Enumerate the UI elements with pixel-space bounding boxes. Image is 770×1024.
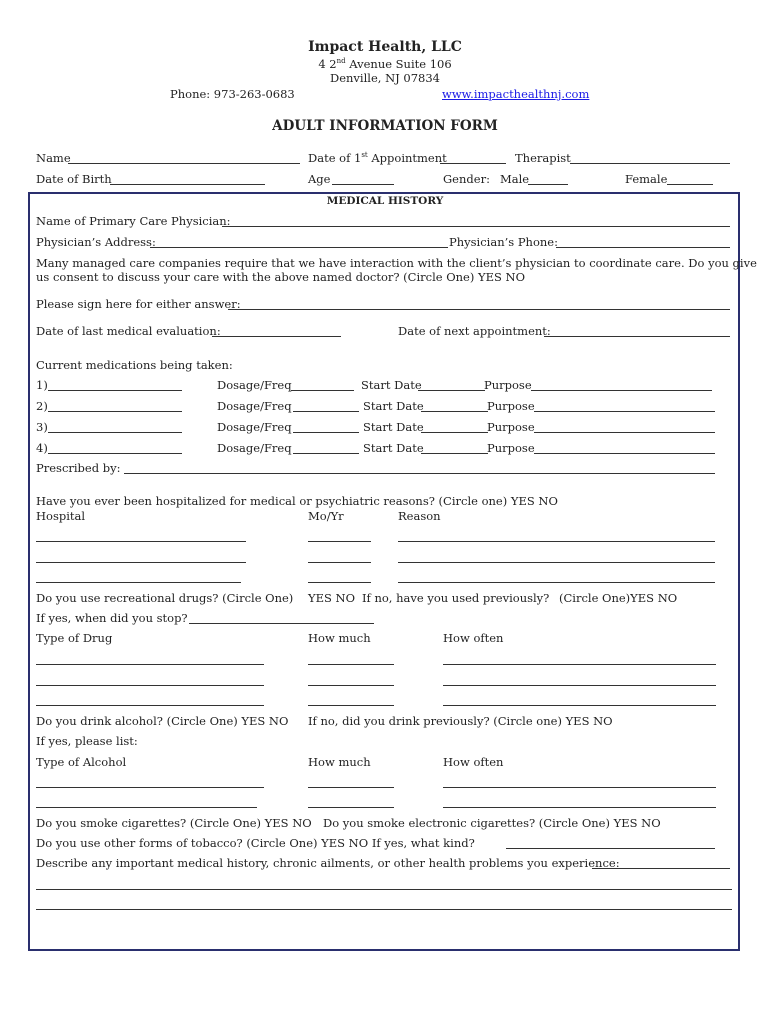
- drugs-stop-label: If yes, when did you stop?: [36, 611, 188, 625]
- drug-how-often-column-header: How often: [443, 631, 504, 645]
- alcohol-how-often-field[interactable]: [443, 807, 716, 808]
- company-website-link[interactable]: www.impacthealthnj.com: [442, 87, 590, 101]
- drugs-yes-no[interactable]: YES NO: [308, 591, 356, 605]
- alcohol-list-label: If yes, please list:: [36, 734, 138, 748]
- med-dosage-field[interactable]: [291, 390, 354, 391]
- physician-phone-label: Physician’s Phone:: [449, 235, 558, 249]
- hospital-field[interactable]: [36, 541, 246, 542]
- med-start-label: Start Date: [363, 441, 424, 455]
- med-start-label: Start Date: [363, 420, 424, 434]
- age-field[interactable]: [332, 184, 394, 185]
- other-tobacco-question[interactable]: Do you use other forms of tobacco? (Circle One) YES NO If yes, what kind?: [36, 836, 475, 850]
- alcohol-question[interactable]: Do you drink alcohol? (Circle One) YES NO: [36, 714, 289, 728]
- med-dosage-label: Dosage/Freq: [217, 399, 292, 413]
- drug-type-field[interactable]: [36, 705, 264, 706]
- female-field[interactable]: [667, 184, 713, 185]
- drugs-previous-question: If no, have you used previously?: [362, 591, 550, 605]
- physician-phone-field[interactable]: [556, 247, 730, 248]
- med-dosage-field[interactable]: [293, 453, 359, 454]
- alcohol-how-much-column-header: How much: [308, 755, 371, 769]
- alcohol-type-column-header: Type of Alcohol: [36, 755, 127, 769]
- drugs-question: Do you use recreational drugs? (Circle One): [36, 591, 294, 605]
- gender-label: Gender:: [443, 172, 490, 186]
- prescribed-by-label: Prescribed by:: [36, 461, 121, 475]
- med-dosage-field[interactable]: [293, 432, 359, 433]
- company-phone: Phone: 973-263-0683: [170, 87, 295, 101]
- pcp-label: Name of Primary Care Physician:: [36, 214, 231, 228]
- company-city: Denville, NJ 07834: [330, 71, 440, 85]
- med-dosage-label: Dosage/Freq: [217, 420, 292, 434]
- hospitalized-question: Have you ever been hospitalized for medical or psychiatric reasons? (Circle one) YES NO: [36, 494, 558, 508]
- moyr-field[interactable]: [308, 562, 371, 563]
- therapist-label: Therapist: [515, 151, 571, 165]
- drug-how-much-field[interactable]: [308, 664, 394, 665]
- form-title: ADULT INFORMATION FORM: [272, 118, 498, 134]
- drugs-stop-field[interactable]: [189, 623, 374, 624]
- reason-field[interactable]: [398, 582, 715, 583]
- drug-how-often-field[interactable]: [443, 705, 716, 706]
- med-start-field[interactable]: [421, 432, 488, 433]
- med-num: 1): [36, 378, 48, 392]
- med-purpose-label: Purpose: [487, 399, 535, 413]
- prescribed-by-field[interactable]: [124, 473, 715, 474]
- med-dosage-field[interactable]: [293, 411, 359, 412]
- med-purpose-label: Purpose: [484, 378, 532, 392]
- consent-text-line1: Many managed care companies require that we have interaction with the client’s physician to coordinate care. Do you give: [36, 256, 757, 270]
- hospital-column-header: Hospital: [36, 509, 86, 523]
- med-purpose-label: Purpose: [487, 420, 535, 434]
- first-appointment-field[interactable]: [440, 163, 506, 164]
- med-purpose-field[interactable]: [534, 453, 715, 454]
- reason-column-header: Reason: [398, 509, 441, 523]
- reason-field[interactable]: [398, 562, 715, 563]
- drug-type-field[interactable]: [36, 685, 264, 686]
- current-meds-label: Current medications being taken:: [36, 358, 233, 372]
- male-field[interactable]: [528, 184, 568, 185]
- describe-history-line[interactable]: [36, 889, 732, 890]
- next-appointment-field[interactable]: [544, 336, 730, 337]
- signature-field[interactable]: [228, 309, 730, 310]
- company-address: 4 2nd Avenue Suite 106: [318, 57, 452, 71]
- drug-how-often-field[interactable]: [443, 685, 716, 686]
- med-purpose-field[interactable]: [534, 432, 715, 433]
- drug-type-column-header: Type of Drug: [36, 631, 113, 645]
- first-appointment-label: Date of 1st Appointment: [308, 151, 447, 165]
- alcohol-type-field[interactable]: [36, 787, 264, 788]
- alcohol-how-often-column-header: How often: [443, 755, 504, 769]
- male-label: Male: [500, 172, 530, 186]
- med-num: 4): [36, 441, 48, 455]
- med-purpose-field[interactable]: [531, 390, 712, 391]
- alcohol-how-much-field[interactable]: [308, 807, 394, 808]
- drug-how-often-field[interactable]: [443, 664, 716, 665]
- med-dosage-label: Dosage/Freq: [217, 378, 292, 392]
- alcohol-how-often-field[interactable]: [443, 787, 716, 788]
- reason-field[interactable]: [398, 541, 715, 542]
- next-appointment-label: Date of next appointment:: [398, 324, 551, 338]
- drug-type-field[interactable]: [36, 664, 264, 665]
- med-purpose-label: Purpose: [487, 441, 535, 455]
- hospital-field[interactable]: [36, 582, 241, 583]
- pcp-field[interactable]: [222, 226, 730, 227]
- med-start-label: Start Date: [363, 399, 424, 413]
- drug-how-much-field[interactable]: [308, 685, 394, 686]
- alcohol-how-much-field[interactable]: [308, 787, 394, 788]
- physician-address-field[interactable]: [150, 247, 448, 248]
- dob-field[interactable]: [110, 184, 265, 185]
- alcohol-previous-question[interactable]: If no, did you drink previously? (Circle one) YES NO: [308, 714, 613, 728]
- moyr-column-header: Mo/Yr: [308, 509, 344, 523]
- name-field[interactable]: [68, 163, 300, 164]
- ecigarettes-question[interactable]: Do you smoke electronic cigarettes? (Circle One) YES NO: [323, 816, 661, 830]
- cigarettes-question[interactable]: Do you smoke cigarettes? (Circle One) YES NO: [36, 816, 312, 830]
- alcohol-type-field[interactable]: [36, 807, 257, 808]
- moyr-field[interactable]: [308, 541, 371, 542]
- age-label: Age: [308, 172, 331, 186]
- med-name-field[interactable]: [48, 411, 182, 412]
- dob-label: Date of Birth: [36, 172, 112, 186]
- physician-address-label: Physician’s Address:: [36, 235, 156, 249]
- drug-how-much-column-header: How much: [308, 631, 371, 645]
- medical-history-title: MEDICAL HISTORY: [326, 195, 444, 207]
- company-name: Impact Health, LLC: [308, 39, 462, 55]
- med-start-field[interactable]: [418, 390, 485, 391]
- med-start-label: Start Date: [361, 378, 422, 392]
- signature-label: Please sign here for either answer:: [36, 297, 241, 311]
- describe-history-line[interactable]: [36, 909, 732, 910]
- consent-text-line2: us consent to discuss your care with the above named doctor? (Circle One) YES NO: [36, 270, 526, 284]
- drug-how-much-field[interactable]: [308, 705, 394, 706]
- med-name-field[interactable]: [48, 453, 182, 454]
- female-label: Female: [625, 172, 668, 186]
- last-eval-field[interactable]: [212, 336, 341, 337]
- med-num: 2): [36, 399, 48, 413]
- tobacco-kind-field[interactable]: [506, 848, 715, 849]
- therapist-field[interactable]: [570, 163, 730, 164]
- med-dosage-label: Dosage/Freq: [217, 441, 292, 455]
- name-label: Name: [36, 151, 71, 165]
- med-name-field[interactable]: [48, 432, 182, 433]
- describe-history-label: Describe any important medical history, chronic ailments, or other health problems you experience:: [36, 856, 620, 870]
- med-num: 3): [36, 420, 48, 434]
- hospital-field[interactable]: [36, 562, 246, 563]
- last-eval-label: Date of last medical evaluation:: [36, 324, 221, 338]
- drugs-previous-yes-no[interactable]: (Circle One)YES NO: [559, 591, 678, 605]
- describe-history-field[interactable]: [592, 868, 730, 869]
- med-name-field[interactable]: [48, 390, 182, 391]
- moyr-field[interactable]: [308, 582, 371, 583]
- med-purpose-field[interactable]: [534, 411, 715, 412]
- med-start-field[interactable]: [421, 453, 488, 454]
- med-start-field[interactable]: [421, 411, 488, 412]
